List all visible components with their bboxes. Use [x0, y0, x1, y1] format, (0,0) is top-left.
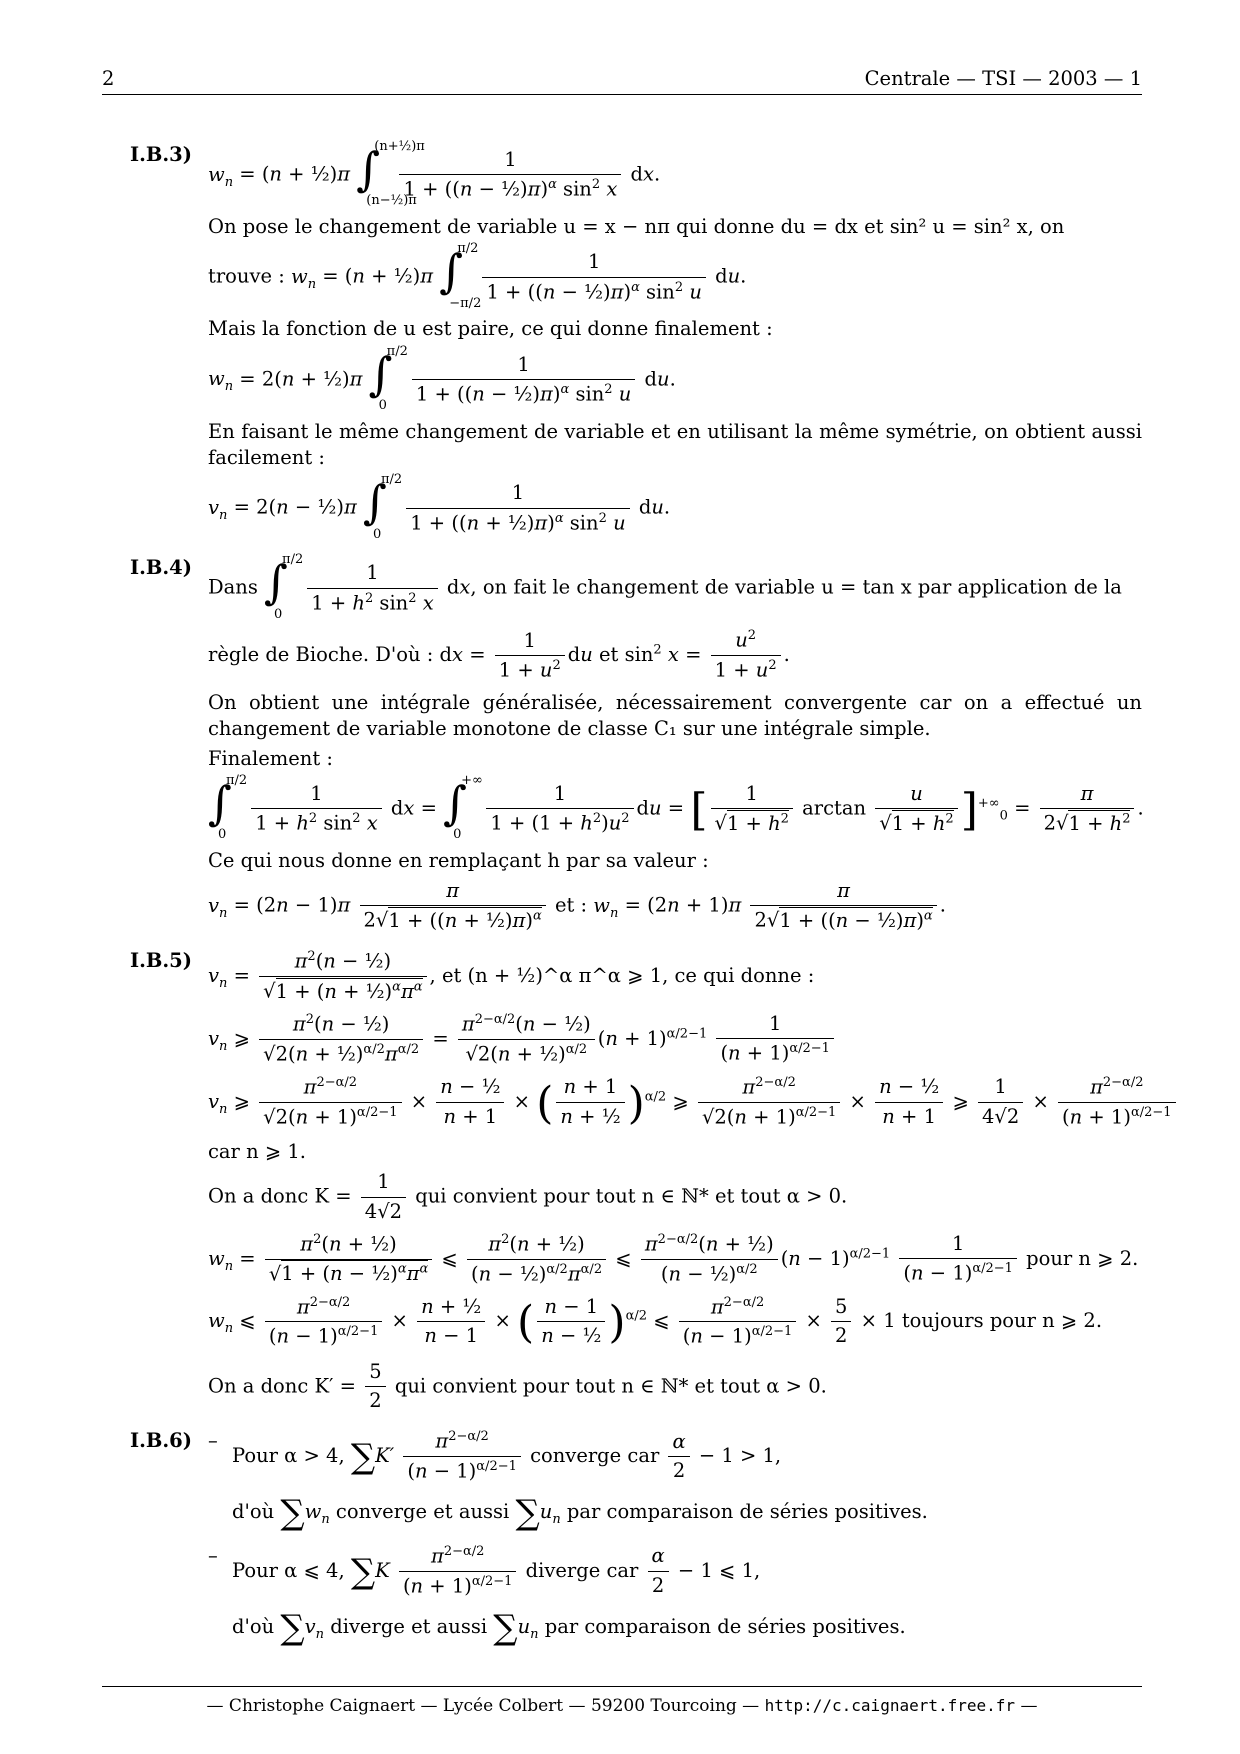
section-label: I.B.6)	[130, 1429, 192, 1453]
equation: règle de Bioche. D'où : dx = $\frac{1}{1 + u^2}$ du et $\sin^2 x$ = $\frac{u^2}{1 + u^2}$ .	[208, 628, 790, 682]
list-item: – Pour α ⩽ 4, ∑K $\frac{\pi^{2-\alpha/2}}{(n + 1)^{\alpha/2-1}}$ diverge car $\frac{\alpha}{2}$ − 1 ⩽ 1, d'où $\sum v_n$ diverge et aussi $\sum u_n$ par comparaison de séries positives.	[208, 1543, 906, 1648]
document-body	[130, 138, 1172, 1666]
paragraph: En faisant le même changement de variable et en utilisant la même symétrie, on obtient aussi facilement :	[208, 419, 1142, 469]
running-header	[102, 64, 1142, 95]
equation: $v_n$ = $\frac{\pi^2(n - \frac{1}{2})}{√1 + (n + \frac{1}{2})^\alpha\pi^\alpha}$ , et (n + ½)^α π^α ⩾ 1, ce qui donne :	[208, 949, 815, 1003]
equation: $w_n$ ⩽ $\frac{\pi^{2-\alpha/2}}{(n - 1)^{\alpha/2-1}}$ × $\frac{\text{n + ½}}{n - 1}$ × ( $\frac{n - 1}{\text{n − ½}}$ )$^{\alpha/2}$ ⩽ $\frac{\pi^{2-\alpha/2}}{(n - 1)^{\alpha/2-1}}$ × $\frac{5}{2}$ × 1 toujours pour n ⩾ 2.	[208, 1294, 1103, 1349]
footer-end: —	[1020, 1696, 1038, 1716]
page-number: 2	[102, 67, 115, 90]
equation: $v_n$ ⩾ $\frac{\pi^2(n - \frac{1}{2})}{√2(n + \frac{1}{2})^{\alpha/2}\pi^{\alpha/2}}$ = $\frac{\pi^{2-\alpha/2}(n - \frac{1}{2})}{√2(n + \frac{1}{2})^{\alpha/2}}$ $(n + 1)^{\alpha/2-1}$ $\frac{1}{(n + 1)^{\alpha/2-1}}$	[208, 1011, 1142, 1068]
section-ib5	[130, 948, 1172, 1414]
equation: $w_n = (n$ + ½)π ∫ (n+½)π (n−½)π $\frac{1}{1 + ((n - \frac{1}{2})\pi)^\alpha \sin^2 x}$ dx.	[208, 139, 661, 209]
section-label: I.B.5)	[130, 949, 192, 973]
equation: $v_n = 2(n$ − ½)π ∫ π/2 0 $\frac{1}{1 + ((n + \frac{1}{2})\pi)^\alpha \sin^2 u}$ du.	[208, 472, 671, 542]
page-footer	[102, 1686, 1142, 1718]
equation: Dans ∫ π/2 0 $\frac{1}{1 + h^2 \sin^2 x}$ dx, on fait le changement de variable u = tan x par application de la	[208, 552, 1122, 622]
equation: $w_n = 2(n$ + ½)π ∫ π/2 0 $\frac{1}{1 + ((n - \frac{1}{2})\pi)^\alpha \sin^2 u}$ du.	[208, 343, 676, 414]
paragraph: Mais la fonction de u est paire, ce qui donne finalement :	[208, 317, 773, 341]
equation: $w_n$ = $\frac{\pi^2(n + \frac{1}{2})}{√1 + (n - \frac{1}{2})^\alpha\pi^\alpha}$ ⩽ $\frac{\pi^2(n + \frac{1}{2})}{(n - \frac{1}{2})^{\alpha/2}\pi^{\alpha/2}}$ ⩽ $\frac{\pi^{2-\alpha/2}(n + \frac{1}{2})}{(n - \frac{1}{2})^{\alpha/2}}$ $(n - 1)^{\alpha/2-1}$ $\frac{1}{(n - 1)^{\alpha/2-1}}$ pour n ⩾ 2.	[208, 1231, 1139, 1286]
footer-text: — Christophe Caignaert — Lycée Colbert — 59200 Tourcoing —	[206, 1696, 760, 1716]
equation: On a donc K = $\frac{1}{4√2}$ qui convient pour tout n ∈ ℕ* et tout α > 0.	[208, 1170, 848, 1223]
equation: $v_n$ ⩾ $\frac{\pi^{2-\alpha/2}}{√2(n + 1)^{\alpha/2-1}}$ × $\frac{\text{n − ½}}{n + 1}$ × ( $\frac{n + 1}{\text{n + ½}}$ )$^{\alpha/2}$ ⩾ $\frac{\pi^{2-\alpha/2}}{√2(n + 1)^{\alpha/2-1}}$ × $\frac{\text{n − ½}}{n + 1}$ ⩾ $\frac{1}{4√2}$ × $\frac{\pi^{2-\alpha/2}}{(n + 1)^{\alpha/2-1}}$	[208, 1074, 1142, 1133]
paragraph: Finalement :	[208, 746, 333, 770]
paragraph: On pose le changement de variable u = x − nπ qui donne du = dx et sin² u = sin² x, on	[208, 215, 1065, 238]
equation: trouve : $w_n = (n$ + ½)π ∫ π/2 −π/2 $\frac{1}{1 + ((n - \frac{1}{2})\pi)^\alpha \sin^2 u}$ du.	[208, 241, 747, 311]
section-ib4	[130, 552, 1144, 934]
section-label: I.B.4)	[130, 556, 192, 580]
paragraph: Ce qui nous donne en remplaçant h par sa valeur :	[208, 848, 709, 872]
section-ib3	[130, 139, 1142, 542]
paragraph: On obtient une intégrale généralisée, nécessairement convergente car on a effectué un changement de variable monotone de classe C₁ sur une intégrale simple.	[208, 690, 1142, 741]
equation: On a donc K′ = $\frac{5}{2}$ qui convient pour tout n ∈ ℕ* et tout α > 0.	[208, 1359, 827, 1413]
footer-url[interactable]: http://c.caignaert.free.fr	[764, 1696, 1016, 1715]
list-item: – Pour α > 4, ∑K′ $\frac{\pi^{2-\alpha/2}}{(n - 1)^{\alpha/2-1}}$ converge car $\frac{\alpha}{2}$ − 1 > 1, d'où $\sum w_n$ converge et aussi $\sum u_n$ par comparaison de séries positives.	[208, 1429, 928, 1534]
running-title: Centrale — TSI — 2003 — 1	[864, 67, 1142, 90]
section-ib6	[130, 1428, 1142, 1651]
paragraph: car n ⩾ 1.	[208, 1139, 306, 1163]
equation: ∫ π/2 0 $\frac{1}{1 + h^2 \sin^2 x}$ dx = ∫ +∞ 0 $\frac{1}{1 + (1 + h^2)u^2}$ du = [ $\frac{1}{√1 + h^2}$ arctan $\frac{u}{√1 + h^2}$ ]$^{+\infty}_0$ = $\frac{\pi}{2√1 + h^2}$ .	[208, 772, 1144, 843]
section-label: I.B.3)	[130, 143, 192, 166]
equation: $v_n = (2n - 1)\pi$ $\frac{\pi}{2√1 + ((n + \frac{1}{2})\pi)^\alpha}$ et : $w_n = (2n + 1)\pi$ $\frac{\pi}{2√1 + ((n - \frac{1}{2})\pi)^\alpha}$ .	[208, 879, 946, 932]
